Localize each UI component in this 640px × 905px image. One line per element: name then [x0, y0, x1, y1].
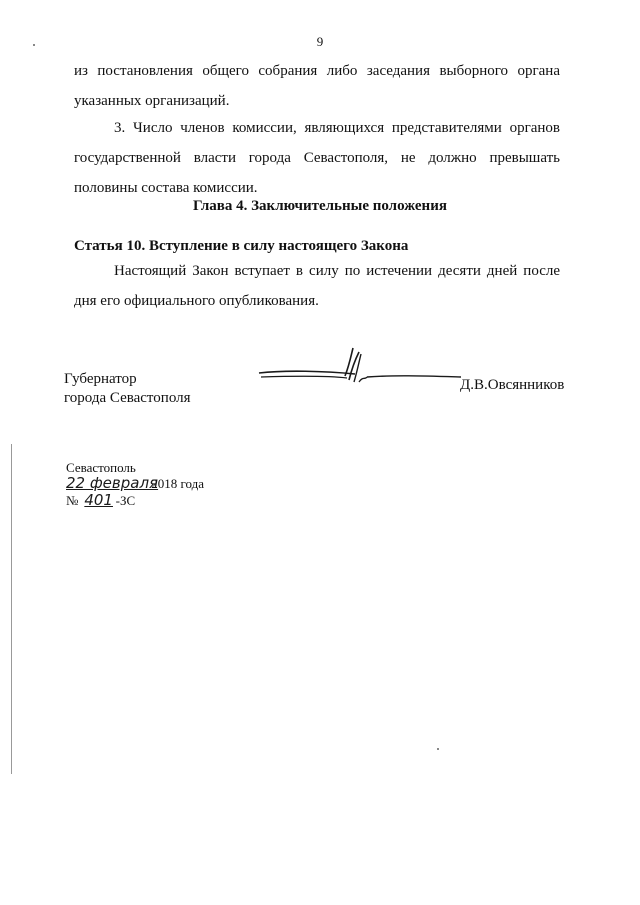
scan-edge-line [11, 444, 12, 774]
scan-speck [33, 44, 35, 46]
page-number: 9 [316, 34, 324, 49]
governor-title [64, 370, 191, 408]
place-of-signing: Севастополь [66, 460, 136, 475]
paragraph-continuation: из постановления общего собрания либо заседания выборного органа указанных организаций. [74, 63, 560, 109]
signing-date [66, 474, 204, 492]
governor-name: Д.В.Овсянников [460, 377, 565, 393]
paragraph-entry-into-force: Настоящий Закон вступает в силу по истечении десяти дней после дня его официального опубликования. [74, 263, 560, 309]
number-sign: № [66, 493, 79, 508]
handwritten-signature [255, 346, 465, 391]
paragraph-commission-members: 3. Число членов комиссии, являющихся представителями органов государственной власти города Севастополя, не должно превышать половины состава комиссии. [74, 120, 560, 196]
date-year: 2018 года [151, 476, 205, 491]
article-title: Статья 10. Вступление в силу настоящего Закона [74, 238, 409, 254]
handwritten-date: 22 февраля [66, 474, 159, 492]
scan-speck [437, 748, 439, 750]
governor-title-line-1: Губернатор [64, 371, 137, 387]
number-suffix: -ЗС [115, 493, 136, 508]
chapter-title: Глава 4. Заключительные положения [193, 198, 447, 214]
governor-title-line-2: города Севастополя [64, 390, 191, 406]
handwritten-number: 401 [84, 491, 113, 509]
law-number [66, 491, 135, 509]
